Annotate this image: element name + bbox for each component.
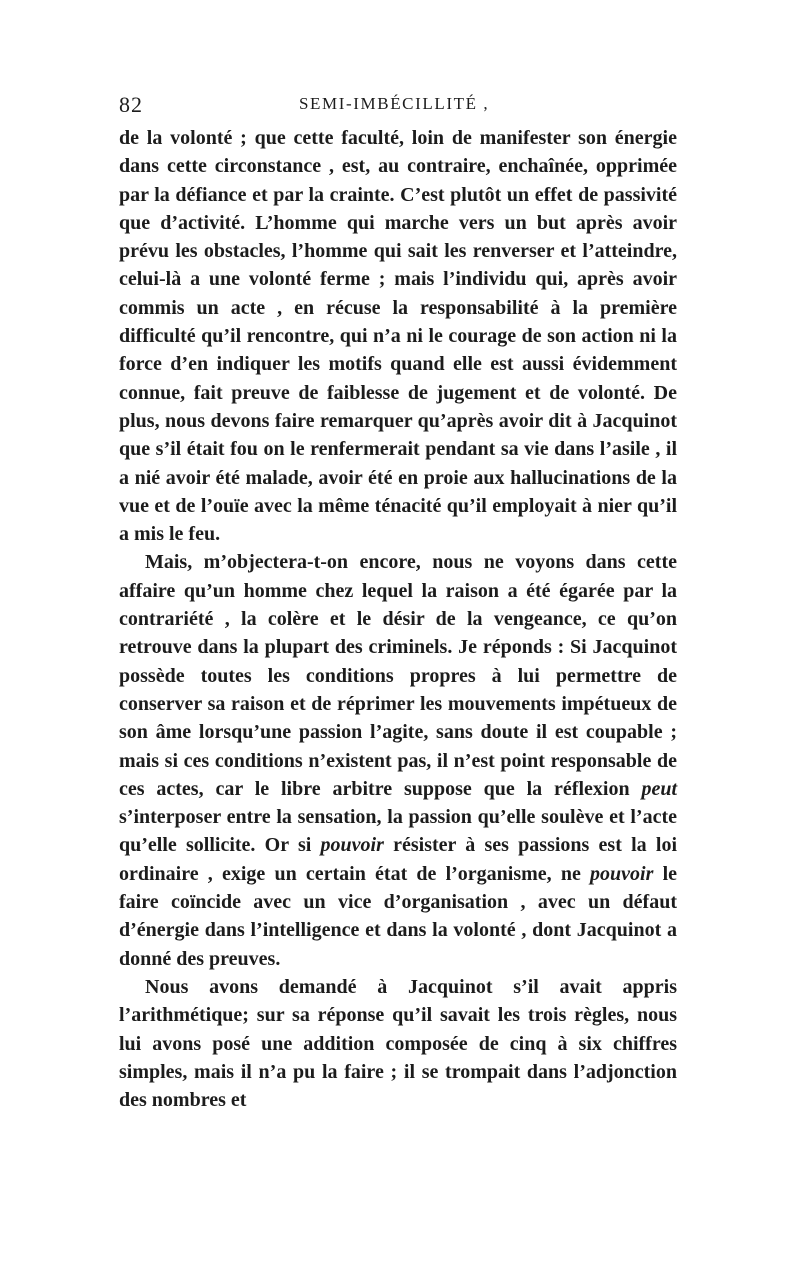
paragraph — [119, 973, 677, 1114]
text-segment: Nous avons demandé à Jacquinot s’il avait appris l’arithmétique; sur sa réponse qu’il savait les trois règles, nous lui avons posé une addition composée de cinq à six chiffres simples, mais il n’a pu la faire ; il se trompait dans l’adjonction des nombres et — [119, 975, 677, 1112]
text-segment: s’interposer entre la sensation, la passion qu’elle soulève et l’acte qu’elle sollicite. Or si — [119, 806, 677, 857]
text-segment: le faire coïncide avec un vice d’organisation , avec un défaut d’énergie dans l’intelligence et dans la volonté , dont Jacquinot a donné des preuves. — [119, 862, 678, 970]
body-text — [119, 124, 677, 1114]
text-segment: résister à ses passions est la loi ordinaire , exige un certain état de l’organisme, ne — [119, 834, 678, 885]
text-segment: Mais, m’objectera-t-on encore, nous ne voyons dans cette affaire qu’un homme chez lequel la raison a été égarée par la contrariété , la colère et le désir de la vengeance, ce qu’on retrouve dans la plupart des criminels. Je réponds : Si Jacquinot possède toutes les conditions propres à lui permettre de conserver sa raison et de réprimer les mouvements impétueux de son âme lorsqu’une passion l’agite, sans doute il est coupable ; mais si ces conditions n’existent pas, il n’est point responsable de ces actes, car le libre arbitre suppose que la réflexion — [119, 551, 677, 800]
page-header — [119, 88, 679, 124]
paragraph — [119, 124, 677, 548]
italic-word: pouvoir — [590, 862, 654, 885]
text-segment: de la volonté ; que cette faculté, loin de manifester son énergie dans cette circonstance , est, au contraire, enchaînée, opprimée par la défiance et par la crainte. C’est plutôt un effet de passivité que d’activité. L’homme qui marche vers un but après avoir prévu les obstacles, l’homme qui sait les renverser et l’atteindre, celui-là a une volonté ferme ; mais l’individu qui, après avoir commis un acte , en récuse la responsabilité à la première difficulté qu’il rencontre, qui n’a ni le courage de son action ni la force d’en indiquer les motifs quand elle est aussi évidemment connue, fait preuve de faiblesse de jugement et de volonté. De plus, nous devons faire remarquer qu’après avoir dit à Jacquinot que s’il était fou on le renfermerait pendant sa vie dans l’asile , il a nié avoir été malade, avoir été en proie aux hallucinations de la vue et de l’ouïe avec la même ténacité qu’il employait à nier qu’il a mis le feu. — [119, 127, 677, 546]
italic-word: pouvoir — [320, 834, 384, 857]
running-title: SEMI-IMBÉCILLITÉ , — [299, 94, 490, 113]
page-number: 82 — [119, 92, 143, 117]
italic-word: peut — [641, 777, 677, 800]
paragraph — [119, 548, 677, 972]
